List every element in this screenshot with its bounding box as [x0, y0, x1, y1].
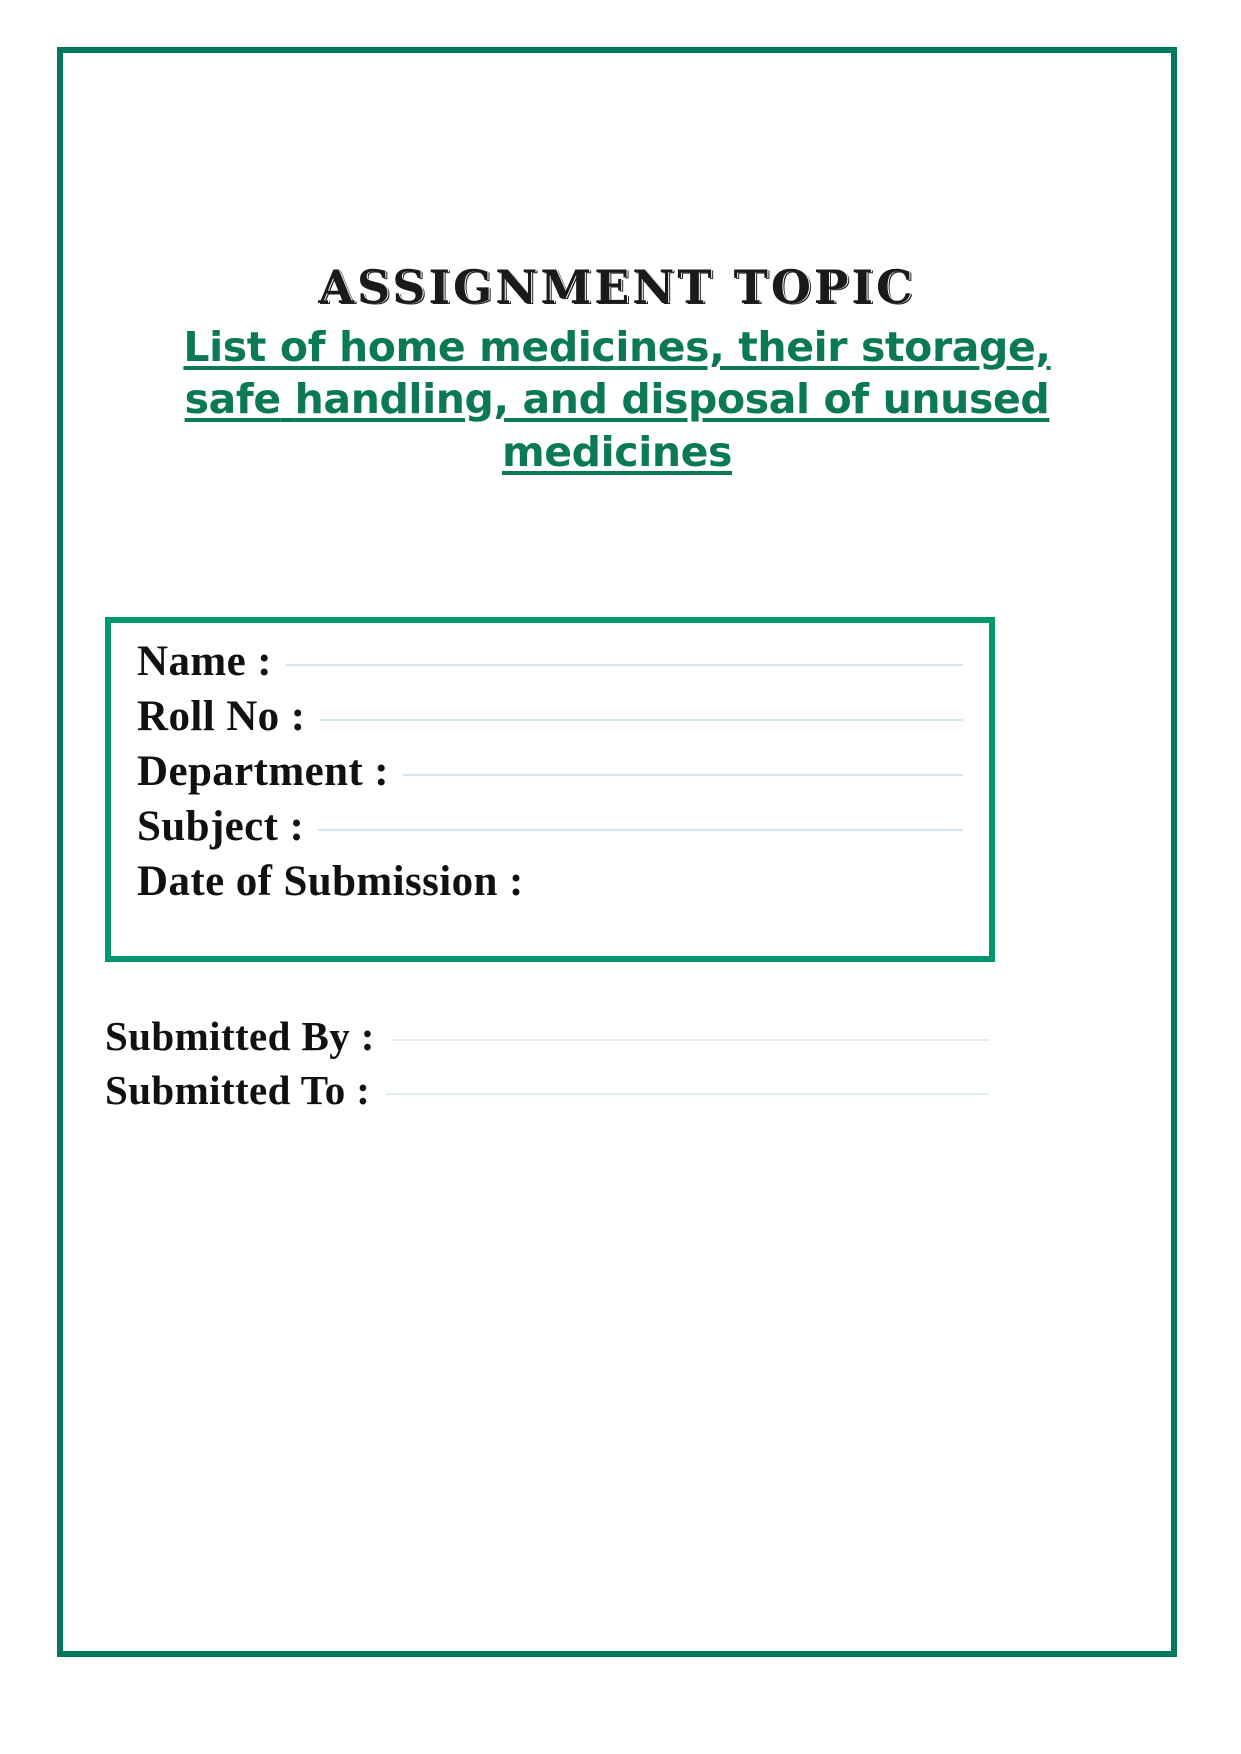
- field-row-date-of-submission: [137, 857, 963, 906]
- topic-text: [147, 321, 1087, 478]
- field-label-submitted-by: Submitted By :: [105, 1013, 375, 1059]
- field-input-name[interactable]: [286, 664, 963, 666]
- field-input-subject[interactable]: [318, 829, 963, 831]
- field-row-submitted-to: [105, 1066, 995, 1114]
- field-row-subject: [137, 802, 963, 851]
- field-label-subject: Subject :: [137, 803, 305, 850]
- field-input-submitted-by[interactable]: [391, 1039, 989, 1041]
- field-row-department: [137, 747, 963, 796]
- field-row-name: [137, 637, 963, 686]
- field-label-date-of-submission: Date of Submission :: [137, 858, 524, 905]
- page-content: [57, 47, 1177, 1657]
- field-label-name: Name :: [137, 638, 272, 685]
- field-label-department: Department :: [137, 748, 389, 795]
- heading-block: [57, 262, 1177, 478]
- field-row-submitted-by: [105, 1012, 995, 1060]
- submitted-details-block: [105, 1012, 995, 1120]
- page-title: ASSIGNMENT TOPIC: [318, 260, 916, 314]
- field-label-roll-no: Roll No :: [137, 693, 306, 740]
- field-input-roll-no[interactable]: [319, 719, 963, 721]
- field-row-roll-no: [137, 692, 963, 741]
- field-label-submitted-to: Submitted To :: [105, 1067, 371, 1113]
- topic-line-2: handling, and disposal of unused medicines: [294, 375, 1050, 476]
- topic-line-1: List of home medicines, their storage, safe: [183, 322, 1051, 424]
- field-input-submitted-to[interactable]: [386, 1093, 989, 1095]
- student-details-box: [105, 617, 995, 962]
- field-input-department[interactable]: [403, 774, 963, 776]
